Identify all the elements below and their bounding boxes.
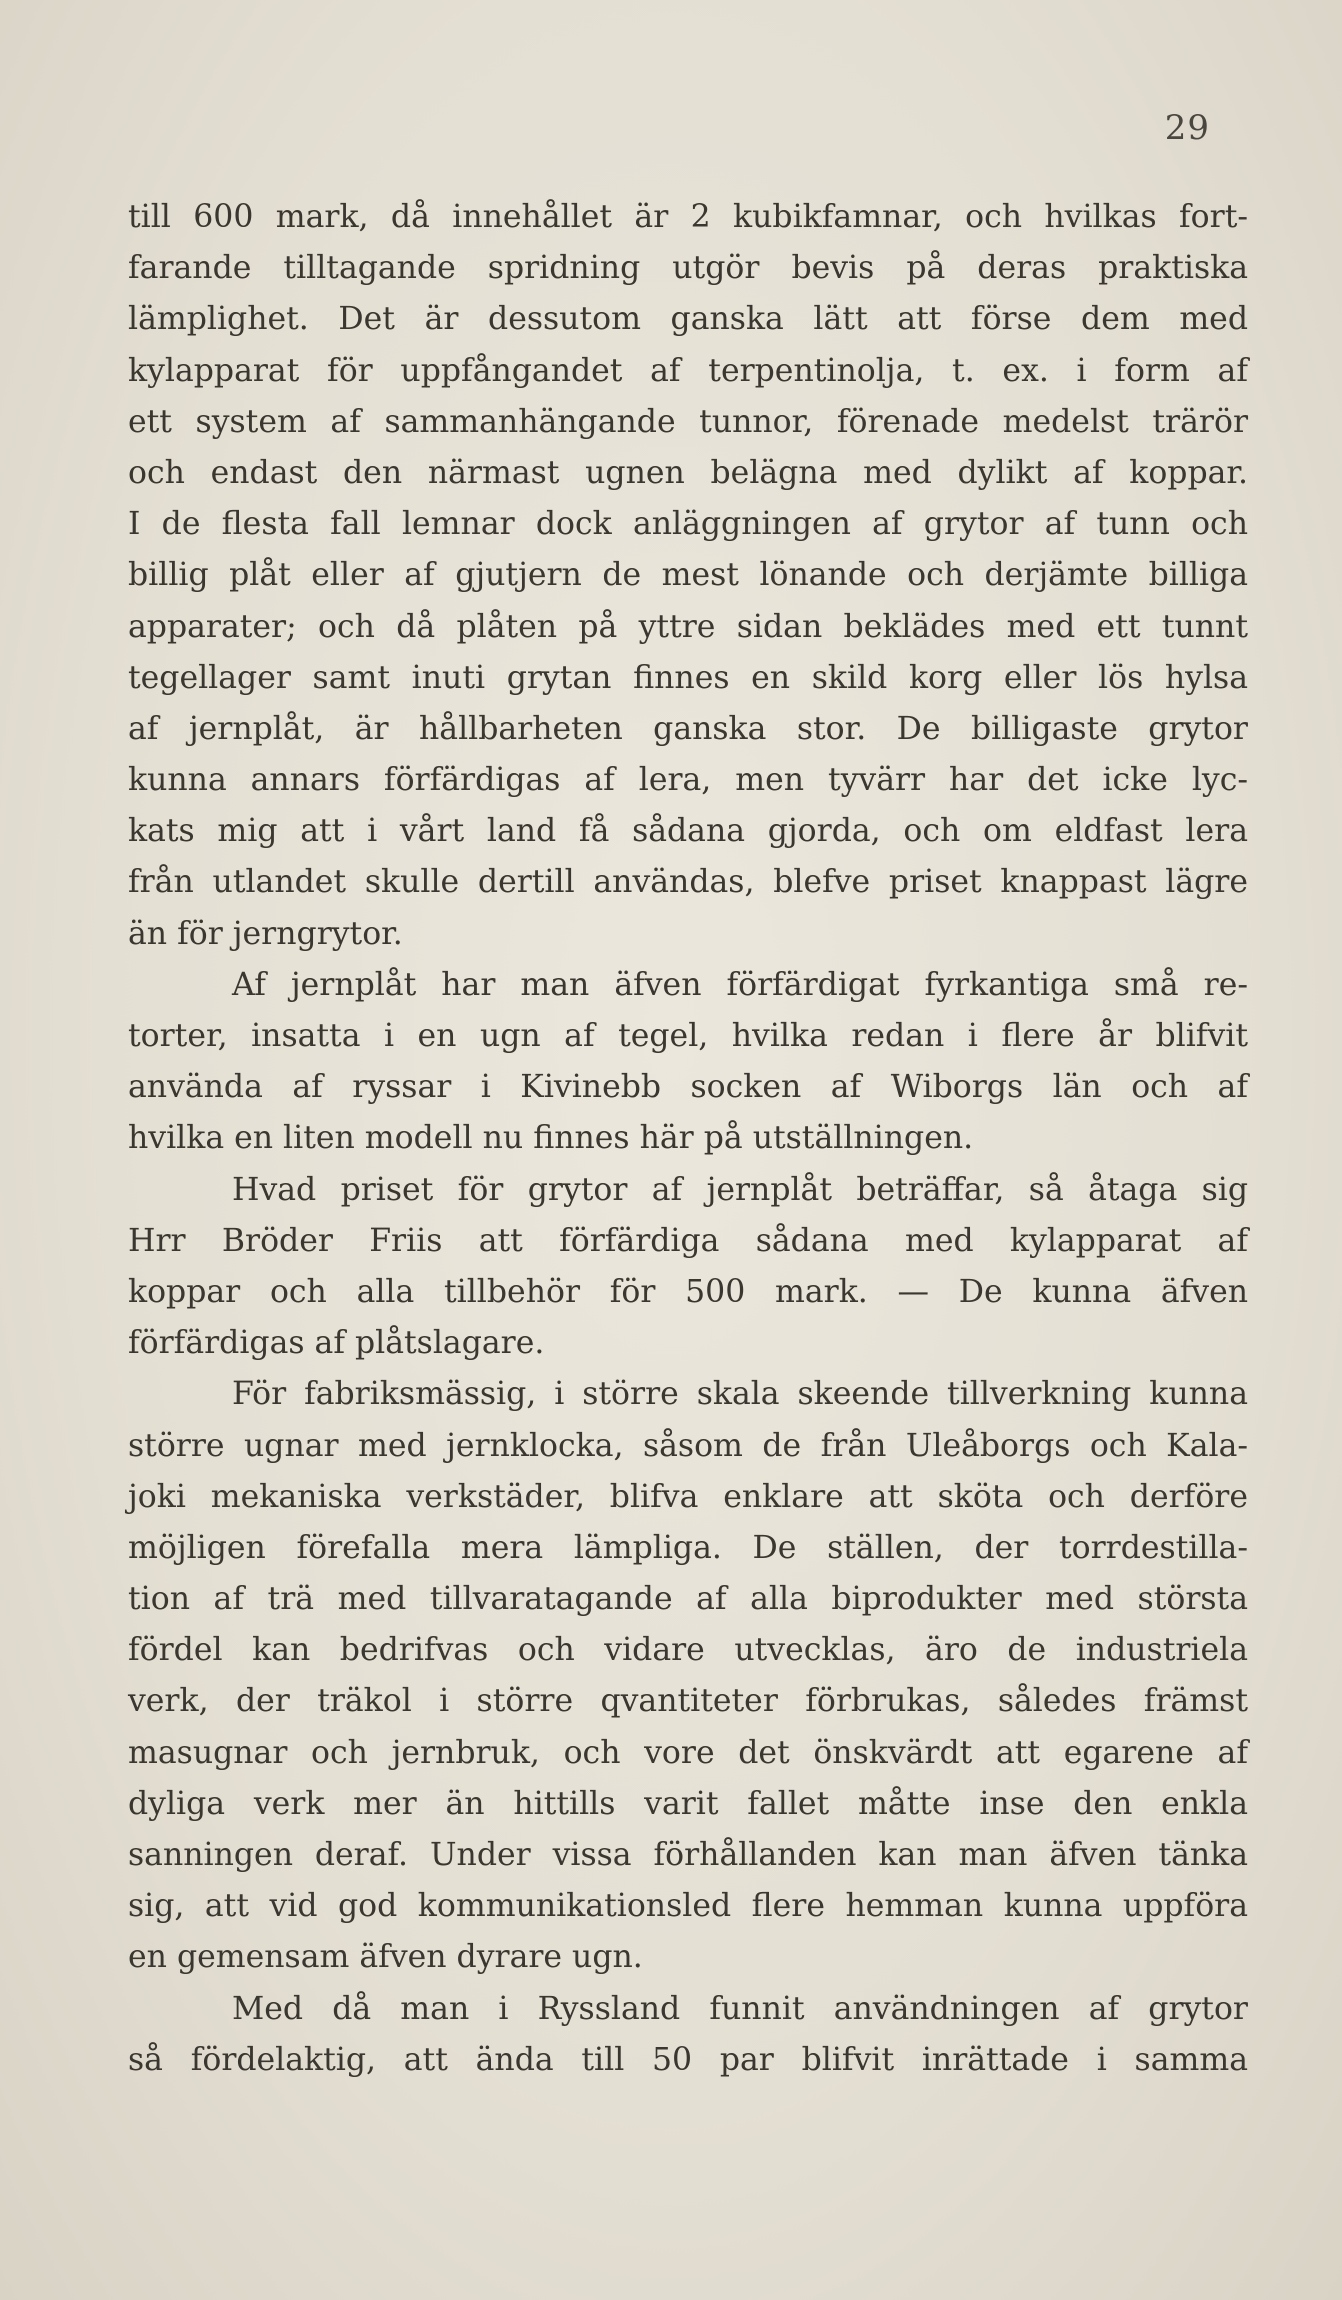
text-line: ett system af sammanhängande tunnor, förenade medelst trärör: [128, 403, 1248, 440]
text-line: fördel kan bedrifvas och vidare utvecklas, äro de industriela: [128, 1632, 1248, 1669]
text-line: från utlandet skulle dertill användas, blefve priset knappast lägre: [128, 864, 1248, 901]
text-line: dyliga verk mer än hittills varit fallet måtte inse den enkla: [128, 1785, 1248, 1822]
text-line: sanningen deraf. Under vissa förhållanden kan man äfven tänka: [128, 1837, 1248, 1873]
text-line: större ugnar med jernklocka, såsom de från Uleåborgs och Kala-: [128, 1427, 1248, 1464]
text-line: apparater; och då plåten på yttre sidan beklädes med ett tunnt: [128, 608, 1248, 645]
text-line: kats mig att i vårt land få sådana gjorda, och om eldfast lera: [128, 813, 1248, 850]
text-line: möjligen förefalla mera lämpliga. De ställen, der torrdestilla-: [128, 1529, 1248, 1566]
text-line: så fördelaktig, att ända till 50 par blifvit inrättade i samma: [128, 2041, 1248, 2078]
text-line: verk, der träkol i större qvantiteter förbrukas, således främst: [128, 1683, 1248, 1720]
body-text: [128, 192, 1248, 2086]
text-line: af jernplåt, är hållbarheten ganska stor. De billigaste grytor: [128, 710, 1248, 747]
text-line: en gemensam äfven dyrare ugn.: [128, 1939, 643, 1976]
text-line: Hrr Bröder Friis att förfärdiga sådana med kylapparat af: [128, 1222, 1248, 1259]
text-line: torter, insatta i en ugn af tegel, hvilka redan i flere år blifvit: [128, 1018, 1248, 1054]
text-line: Af jernplåt har man äfven förfärdigat fyrkantiga små re-: [232, 966, 1248, 1003]
text-line: masugnar och jernbruk, och vore det önskvärdt att egarene af: [128, 1734, 1248, 1771]
text-line: farande tilltagande spridning utgör bevis på deras praktiska: [128, 250, 1248, 287]
text-line: koppar och alla tillbehör för 500 mark. — De kunna äfven: [128, 1273, 1248, 1310]
text-line: än för jerngrytor.: [128, 915, 403, 952]
text-line: joki mekaniska verkstäder, blifva enklare att sköta och derföre: [128, 1478, 1248, 1515]
text-line: Hvad priset för grytor af jernplåt beträffar, så åtaga sig: [232, 1171, 1248, 1208]
text-line: använda af ryssar i Kivinebb socken af Wiborgs län och af: [128, 1069, 1248, 1106]
text-line: och endast den närmast ugnen belägna med dylikt af koppar.: [128, 454, 1248, 491]
text-line: kylapparat för uppfångandet af terpentinolja, t. ex. i form af: [128, 352, 1248, 389]
text-line: Med då man i Ryssland funnit användningen af grytor: [232, 1990, 1248, 2027]
text-line: lämplighet. Det är dessutom ganska lätt att förse dem med: [128, 301, 1248, 338]
text-line: I de flesta fall lemnar dock anläggningen af grytor af tunn och: [128, 506, 1248, 543]
text-line: billig plåt eller af gjutjern de mest lönande och derjämte billiga: [128, 557, 1248, 594]
text-line: förfärdigas af plåtslagare.: [128, 1325, 545, 1362]
text-line: tegellager samt inuti grytan finnes en skild korg eller lös hylsa: [128, 659, 1248, 696]
text-line: hvilka en liten modell nu finnes här på utställningen.: [128, 1120, 974, 1157]
text-line: tion af trä med tillvaratagande af alla biprodukter med största: [128, 1581, 1248, 1618]
page-number: 29: [1164, 108, 1210, 148]
text-line: För fabriksmässig, i större skala skeende tillverkning kunna: [232, 1376, 1248, 1413]
text-line: kunna annars förfärdigas af lera, men tyvärr har det icke lyc-: [128, 762, 1248, 799]
text-line: sig, att vid god kommunikationsled flere hemman kunna uppföra: [128, 1888, 1248, 1925]
text-line: till 600 mark, då innehållet är 2 kubikfamnar, och hvilkas fort-: [128, 199, 1248, 235]
